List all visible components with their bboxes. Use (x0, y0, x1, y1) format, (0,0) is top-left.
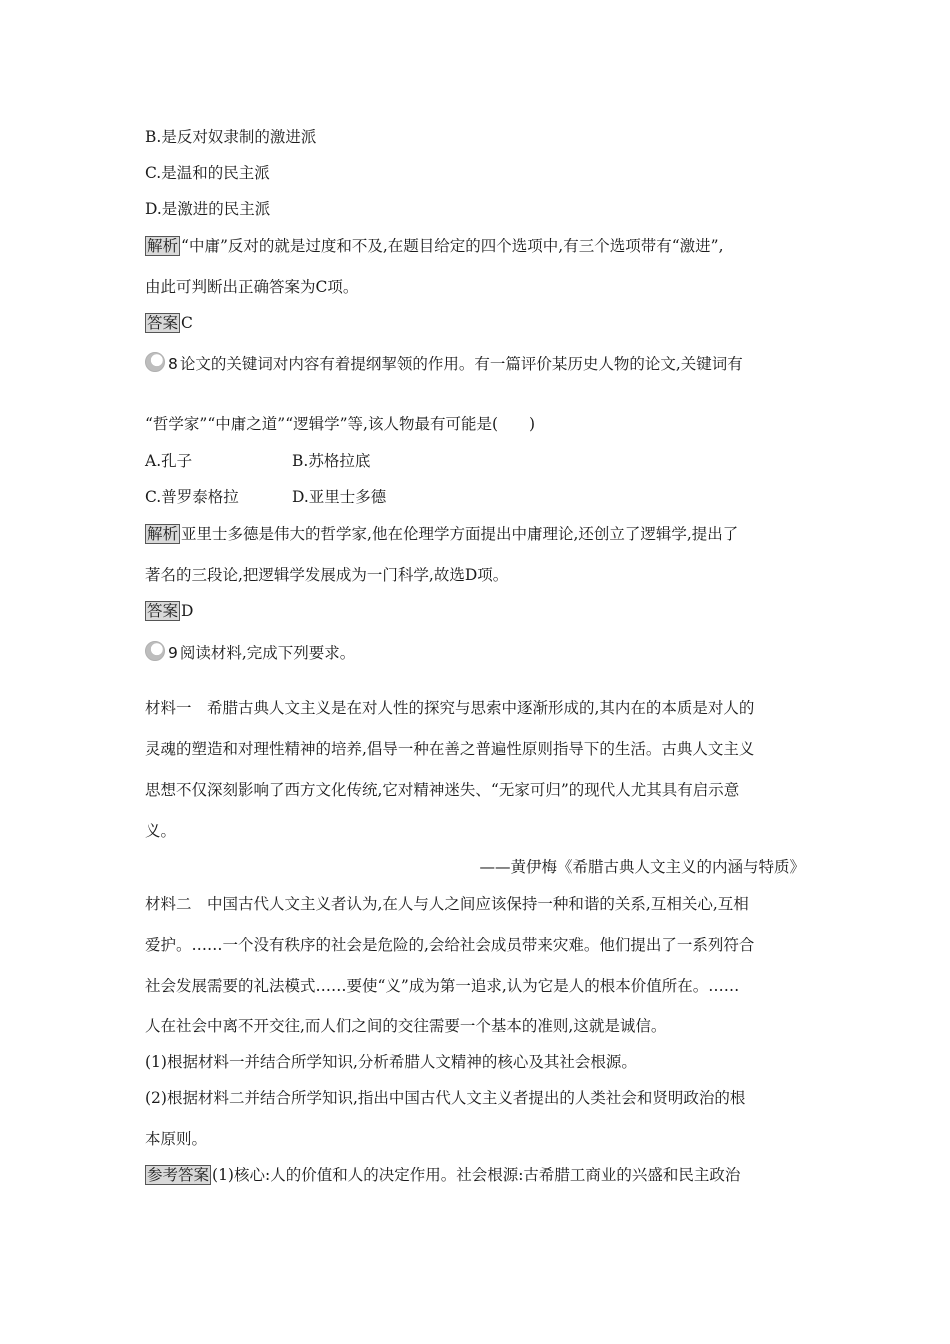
answer-tag: 答案 (147, 602, 179, 620)
q7-option-b: B.是反对奴隶制的激进派 (145, 128, 317, 146)
requirement-2-line-2: 本原则。 (145, 1130, 208, 1148)
q7-answer-value: C (181, 314, 193, 332)
material-2-line-4: 人在社会中离不开交往,而人们之间的交往需要一个基本的准则,这就是诚信。 (145, 1017, 667, 1035)
reference-answer-tag: 参考答案 (147, 1166, 210, 1184)
question-bullet-icon (145, 352, 165, 372)
q8-option-b: B.苏格拉底 (292, 452, 371, 470)
material-1-line-4: 义。 (145, 822, 177, 840)
q8-options-row-2 (145, 486, 545, 508)
answer-tag: 答案 (147, 314, 179, 332)
q7-option-c: C.是温和的民主派 (145, 164, 270, 182)
q9-reference-answer (145, 1164, 740, 1186)
q7-answer (145, 312, 193, 334)
q9-stem (145, 641, 355, 664)
q8-option-c: C.普罗泰格拉 (145, 488, 239, 506)
analysis-tag: 解析 (147, 525, 179, 543)
q8-stem (145, 352, 743, 375)
q8-option-a: A.孔子 (145, 452, 193, 470)
q8-number: 8 (168, 355, 178, 373)
q8-stem-text-2: “哲学家”“中庸之道”“逻辑学”等,该人物最有可能是( ) (145, 415, 536, 433)
material-1-line-3: 思想不仅深刻影响了西方文化传统,它对精神迷失、“无家可归”的现代人尤其具有启示意 (145, 781, 740, 799)
q8-answer (145, 600, 193, 622)
q8-analysis-text-2: 著名的三段论,把逻辑学发展成为一门科学,故选D项。 (145, 566, 509, 584)
q8-options-row-1 (145, 450, 545, 472)
q9-reference-text-1: (1)核心:人的价值和人的决定作用。社会根源:古希腊工商业的兴盛和民主政治 (212, 1166, 741, 1184)
requirement-1: (1)根据材料一并结合所学知识,分析希腊人文精神的核心及其社会根源。 (145, 1053, 637, 1071)
q9-number: 9 (168, 644, 178, 662)
question-bullet-icon (145, 641, 165, 661)
q7-option-d: D.是激进的民主派 (145, 200, 271, 218)
q7-analysis-text-2: 由此可判断出正确答案为C项。 (145, 278, 359, 296)
material-1-line-2: 灵魂的塑造和对理性精神的培养,倡导一种在善之普遍性原则指导下的生活。古典人文主义 (145, 740, 755, 758)
material-1-line-1: 材料一 希腊古典人文主义是在对人性的探究与思索中逐渐形成的,其内在的本质是对人的 (145, 699, 755, 717)
material-1-source: ——黄伊梅《希腊古典人文主义的内涵与特质》 (479, 858, 805, 876)
material-2-line-2: 爱护。……一个没有秩序的社会是危险的,会给社会成员带来灾难。他们提出了一系列符合 (145, 936, 755, 954)
material-2-line-1: 材料二 中国古代人文主义者认为,在人与人之间应该保持一种和谐的关系,互相关心,互相 (145, 895, 749, 913)
analysis-tag: 解析 (147, 237, 179, 255)
q8-analysis (145, 523, 738, 545)
q7-analysis-text-1: “中庸”反对的就是过度和不及,在题目给定的四个选项中,有三个选项带有“激进”, (181, 237, 724, 255)
q8-analysis-text-1: 亚里士多德是伟大的哲学家,他在伦理学方面提出中庸理论,还创立了逻辑学,提出了 (181, 525, 739, 543)
q9-stem-text: 阅读材料,完成下列要求。 (179, 644, 356, 662)
q8-stem-text-1: 论文的关键词对内容有着提纲挈领的作用。有一篇评价某历史人物的论文,关键词有 (179, 355, 743, 373)
q8-option-d: D.亚里士多德 (292, 488, 387, 506)
material-2-line-3: 社会发展需要的礼法模式……要使“义”成为第一追求,认为它是人的根本价值所在。…… (145, 977, 740, 995)
q8-answer-value: D (181, 602, 194, 620)
requirement-2-line-1: (2)根据材料二并结合所学知识,指出中国古代人文主义者提出的人类社会和贤明政治的根 (145, 1089, 746, 1107)
q7-analysis (145, 235, 724, 257)
